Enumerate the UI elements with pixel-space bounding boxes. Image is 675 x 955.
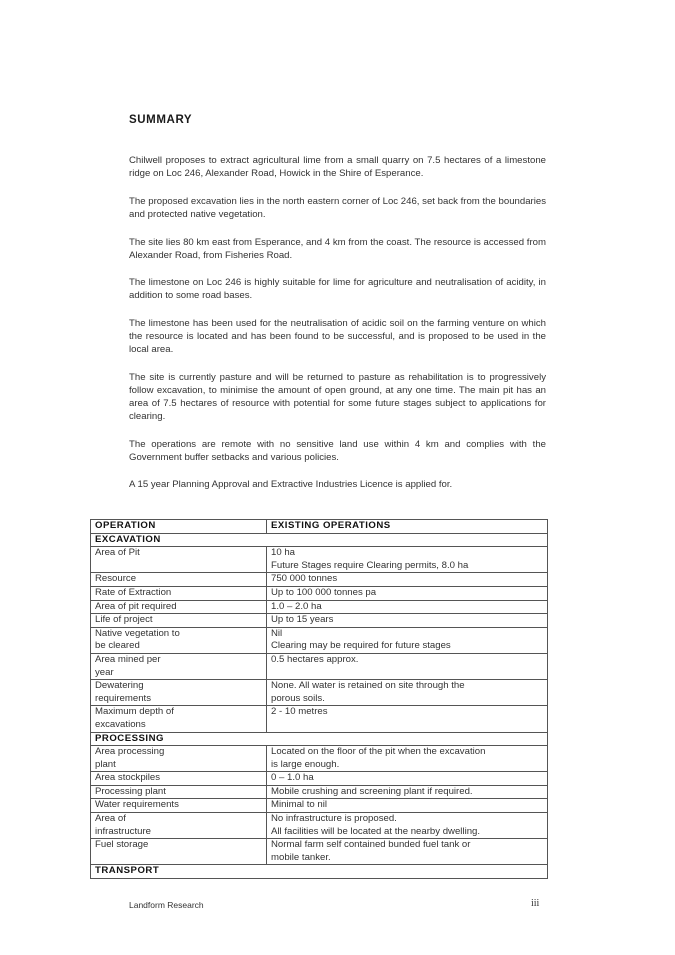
cell-line: Area of	[95, 813, 126, 825]
summary-heading: SUMMARY	[129, 114, 193, 126]
value-cell	[267, 653, 548, 679]
value-cell	[267, 627, 548, 653]
value-cell	[267, 680, 548, 706]
operation-cell	[91, 680, 267, 706]
cell-line: 750 000 tonnes	[271, 573, 338, 585]
value-cell	[267, 573, 548, 587]
cell-line: Dewatering	[95, 680, 144, 692]
cell-line: Up to 100 000 tonnes pa	[271, 586, 377, 598]
cell-line: Water requirements	[95, 799, 179, 811]
value-cell	[267, 547, 548, 573]
cell-line: Area mined per	[95, 653, 161, 665]
value-cell	[267, 586, 548, 600]
cell-line: Mobile crushing and screening plant if required.	[271, 785, 473, 797]
table-row	[91, 627, 548, 653]
cell-line: Native vegetation to	[95, 627, 180, 639]
summary-paragraph: The site is currently pasture and will be returned to pasture as rehabilitation is to progressively follow excavation, to minimise the amount of open ground, at any one time. The main pit has an area of 7.5 hectares of resource with potential for some future stages subject to applications for clearing.	[129, 371, 546, 422]
section-title: PROCESSING	[91, 732, 548, 746]
value-cell	[267, 785, 548, 799]
cell-line: Nil	[271, 627, 283, 639]
table-row	[91, 785, 548, 799]
section-row	[91, 865, 548, 879]
cell-line: plant	[95, 758, 116, 770]
cell-line: 2 - 10 metres	[271, 706, 328, 718]
summary-paragraph: The limestone has been used for the neutralisation of acidic soil on the farming venture on which the resource is located and has been found to be successful, and is proposed to be used in the local area.	[129, 318, 546, 356]
cell-line: None. All water is retained on site through the	[271, 680, 465, 692]
column-header: OPERATION	[91, 520, 267, 534]
cell-line: year	[95, 666, 114, 678]
cell-line: Located on the floor of the pit when the excavation	[271, 746, 486, 758]
operation-cell	[91, 839, 267, 865]
value-cell	[267, 614, 548, 628]
summary-paragraph: The site lies 80 km east from Esperance, and 4 km from the coast. The resource is accessed from Alexander Road, from Fisheries Road.	[129, 236, 546, 261]
cell-line: Life of project	[95, 614, 153, 626]
table-row	[91, 600, 548, 614]
cell-line: Area of Pit	[95, 547, 140, 559]
operation-cell	[91, 813, 267, 839]
value-cell	[267, 813, 548, 839]
cell-line: Up to 15 years	[271, 614, 334, 626]
value-cell	[267, 746, 548, 772]
table-row	[91, 573, 548, 587]
table-row	[91, 839, 548, 865]
section-row	[91, 533, 548, 547]
cell-line: All facilities will be located at the nearby dwelling.	[271, 825, 481, 837]
value-cell	[267, 706, 548, 732]
operation-cell	[91, 746, 267, 772]
value-cell	[267, 772, 548, 786]
cell-line: 1.0 – 2.0 ha	[271, 600, 322, 612]
cell-line: Fuel storage	[95, 839, 149, 851]
cell-line: Normal farm self contained bunded fuel tank or	[271, 839, 471, 851]
cell-line: Future Stages require Clearing permits, 8.0 ha	[271, 559, 469, 571]
value-cell	[267, 799, 548, 813]
operation-cell	[91, 772, 267, 786]
section-row	[91, 732, 548, 746]
table-row	[91, 653, 548, 679]
summary-paragraph: The proposed excavation lies in the north eastern corner of Loc 246, set back from the boundaries and protected native vegetation.	[129, 195, 546, 220]
cell-line: is large enough.	[271, 758, 340, 770]
summary-paragraph: The operations are remote with no sensitive land use within 4 km and complies with the Government buffer setbacks and various policies.	[129, 438, 546, 463]
operation-cell	[91, 653, 267, 679]
cell-line: be cleared	[95, 640, 140, 652]
table-row	[91, 586, 548, 600]
operation-cell	[91, 573, 267, 587]
table-row	[91, 746, 548, 772]
table-row	[91, 547, 548, 573]
value-cell	[267, 600, 548, 614]
column-header: EXISTING OPERATIONS	[267, 520, 548, 534]
cell-line: Rate of Extraction	[95, 586, 172, 598]
table-row	[91, 799, 548, 813]
table-row	[91, 706, 548, 732]
operation-cell	[91, 627, 267, 653]
operation-cell	[91, 706, 267, 732]
summary-paragraph: The limestone on Loc 246 is highly suitable for lime for agriculture and neutralisation of acidity, in addition to some road bases.	[129, 277, 546, 302]
cell-line: 0.5 hectares approx.	[271, 653, 359, 665]
footer-organisation: Landform Research	[129, 900, 204, 910]
cell-line: excavations	[95, 718, 146, 730]
operation-cell	[91, 600, 267, 614]
table-row	[91, 614, 548, 628]
operation-cell	[91, 547, 267, 573]
table-row	[91, 680, 548, 706]
summary-paragraph: Chilwell proposes to extract agricultural lime from a small quarry on 7.5 hectares of a limestone ridge on Loc 246, Alexander Road, Howick in the Shire of Esperance.	[129, 155, 546, 179]
cell-line: No infrastructure is proposed.	[271, 813, 397, 825]
operations-table	[90, 519, 548, 879]
cell-line: Clearing may be required for future stages	[271, 640, 451, 652]
table-row	[91, 772, 548, 786]
cell-line: requirements	[95, 692, 151, 704]
cell-line: 10 ha	[271, 547, 296, 559]
cell-line: mobile tanker.	[271, 851, 331, 863]
table-header-row	[91, 520, 548, 534]
section-title: TRANSPORT	[91, 865, 548, 879]
page-number: iii	[531, 898, 540, 909]
cell-line: Maximum depth of	[95, 706, 174, 718]
operation-cell	[91, 586, 267, 600]
cell-line: Resource	[95, 573, 137, 585]
cell-line: Area of pit required	[95, 600, 177, 612]
cell-line: Area processing	[95, 746, 165, 758]
cell-line: 0 – 1.0 ha	[271, 772, 314, 784]
cell-line: Processing plant	[95, 785, 166, 797]
value-cell	[267, 839, 548, 865]
cell-line: Minimal to nil	[271, 799, 327, 811]
section-title: EXCAVATION	[91, 533, 548, 547]
cell-line: porous soils.	[271, 692, 325, 704]
summary-text	[129, 155, 546, 507]
operation-cell	[91, 799, 267, 813]
summary-paragraph: A 15 year Planning Approval and Extractive Industries Licence is applied for.	[129, 479, 453, 491]
operation-cell	[91, 785, 267, 799]
operation-cell	[91, 614, 267, 628]
table-row	[91, 813, 548, 839]
cell-line: infrastructure	[95, 825, 151, 837]
cell-line: Area stockpiles	[95, 772, 161, 784]
